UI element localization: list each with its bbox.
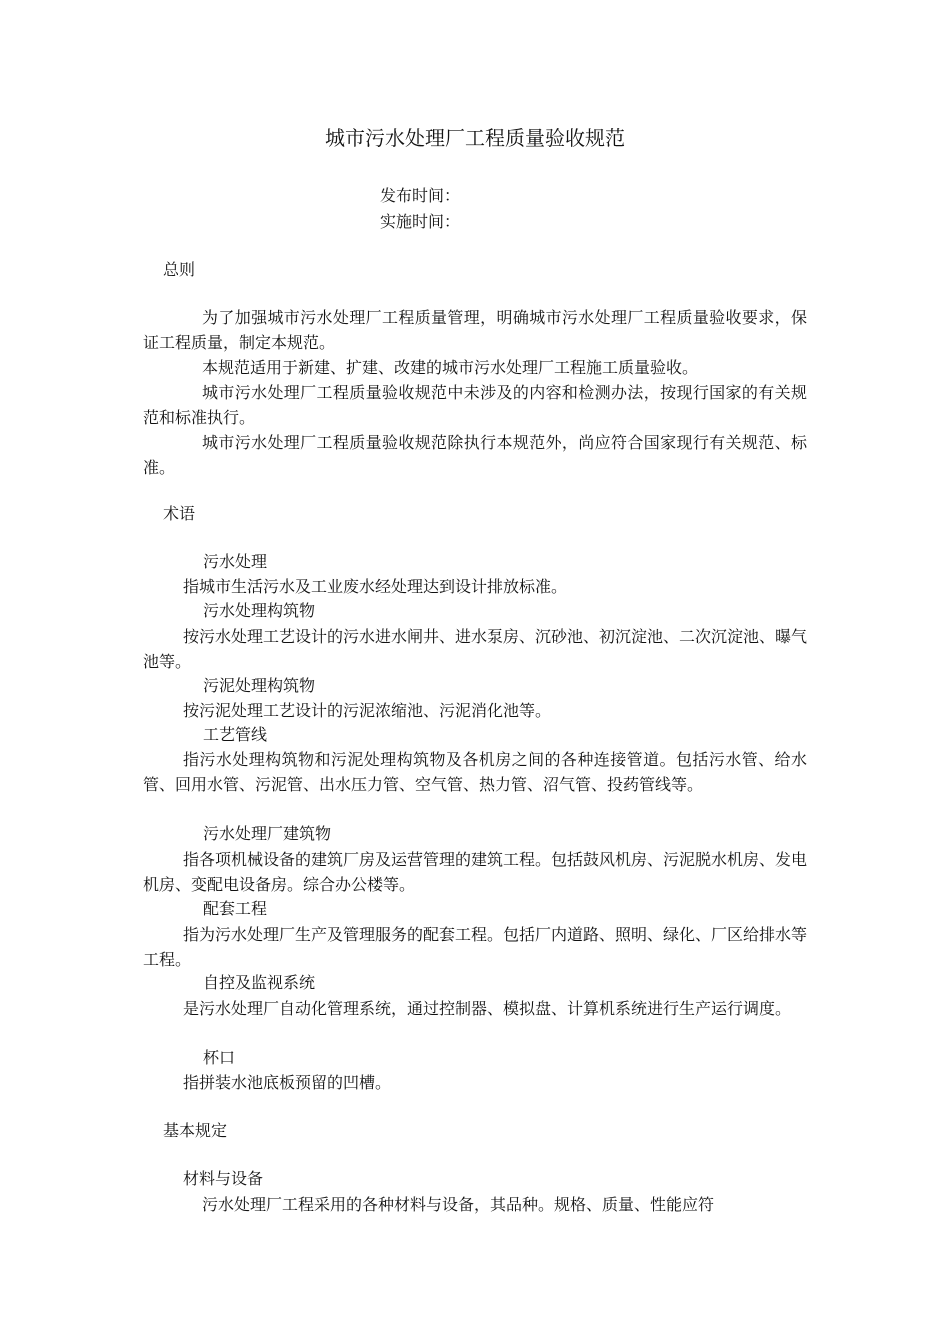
term-definition: 指污水处理构筑物和污泥处理构筑物及各机房之间的各种连接管道。包括污水管、给水管、回用水管、污泥管、出水压力管、空气管、热力管、沼气管、投药管线等。 — [143, 750, 807, 794]
section-heading-general: 总则 — [163, 260, 196, 279]
general-paragraph: 为了加强城市污水处理厂工程质量管理，明确城市污水处理厂工程质量验收要求，保证工程质量，制定本规范。 — [143, 308, 807, 352]
general-paragraph: 本规范适用于新建、扩建、改建的城市污水处理厂工程施工质量验收。 — [202, 358, 699, 377]
term-title: 工艺管线 — [203, 725, 268, 744]
term-definition: 是污水处理厂自动化管理系统，通过控制器、模拟盘、计算机系统进行生产运行调度。 — [183, 999, 792, 1018]
basic-paragraph: 污水处理厂工程采用的各种材料与设备，其品种。规格、质量、性能应符 — [202, 1195, 715, 1214]
section-heading-basic: 基本规定 — [163, 1121, 228, 1140]
section-heading-terms: 术语 — [163, 504, 196, 523]
general-paragraph: 城市污水处理厂工程质量验收规范中未涉及的内容和检测办法，按现行国家的有关规范和标准执行。 — [143, 383, 807, 427]
term-definition: 指各项机械设备的建筑厂房及运营管理的建筑工程。包括鼓风机房、污泥脱水机房、发电机房、变配电设备房。综合办公楼等。 — [143, 850, 808, 894]
term-title: 污泥处理构筑物 — [203, 676, 316, 695]
term-title: 污水处理构筑物 — [203, 601, 316, 620]
term-definition: 指为污水处理厂生产及管理服务的配套工程。包括厂内道路、照明、绿化、厂区给排水等工程。 — [143, 925, 808, 969]
term-definition: 指城市生活污水及工业废水经处理达到设计排放标准。 — [183, 577, 568, 596]
publish-time-label: 发布时间： — [380, 186, 461, 205]
subsection-title: 材料与设备 — [183, 1169, 264, 1188]
term-title: 配套工程 — [203, 899, 268, 918]
general-paragraph: 城市污水处理厂工程质量验收规范除执行本规范外，尚应符合国家现行有关规范、标准。 — [143, 433, 807, 477]
term-title: 污水处理厂建筑物 — [203, 824, 332, 843]
term-title: 杯口 — [203, 1048, 236, 1067]
term-title: 污水处理 — [203, 552, 268, 571]
term-definition: 按污泥处理工艺设计的污泥浓缩池、污泥消化池等。 — [183, 701, 552, 720]
term-definition: 按污水处理工艺设计的污水进水闸井、进水泵房、沉砂池、初沉淀池、二次沉淀池、曝气池等。 — [143, 627, 808, 671]
document-title: 城市污水处理厂工程质量验收规范 — [325, 126, 625, 150]
term-definition: 指拼装水池底板预留的凹槽。 — [183, 1073, 392, 1092]
implement-time-label: 实施时间： — [380, 212, 461, 231]
term-title: 自控及监视系统 — [203, 973, 316, 992]
